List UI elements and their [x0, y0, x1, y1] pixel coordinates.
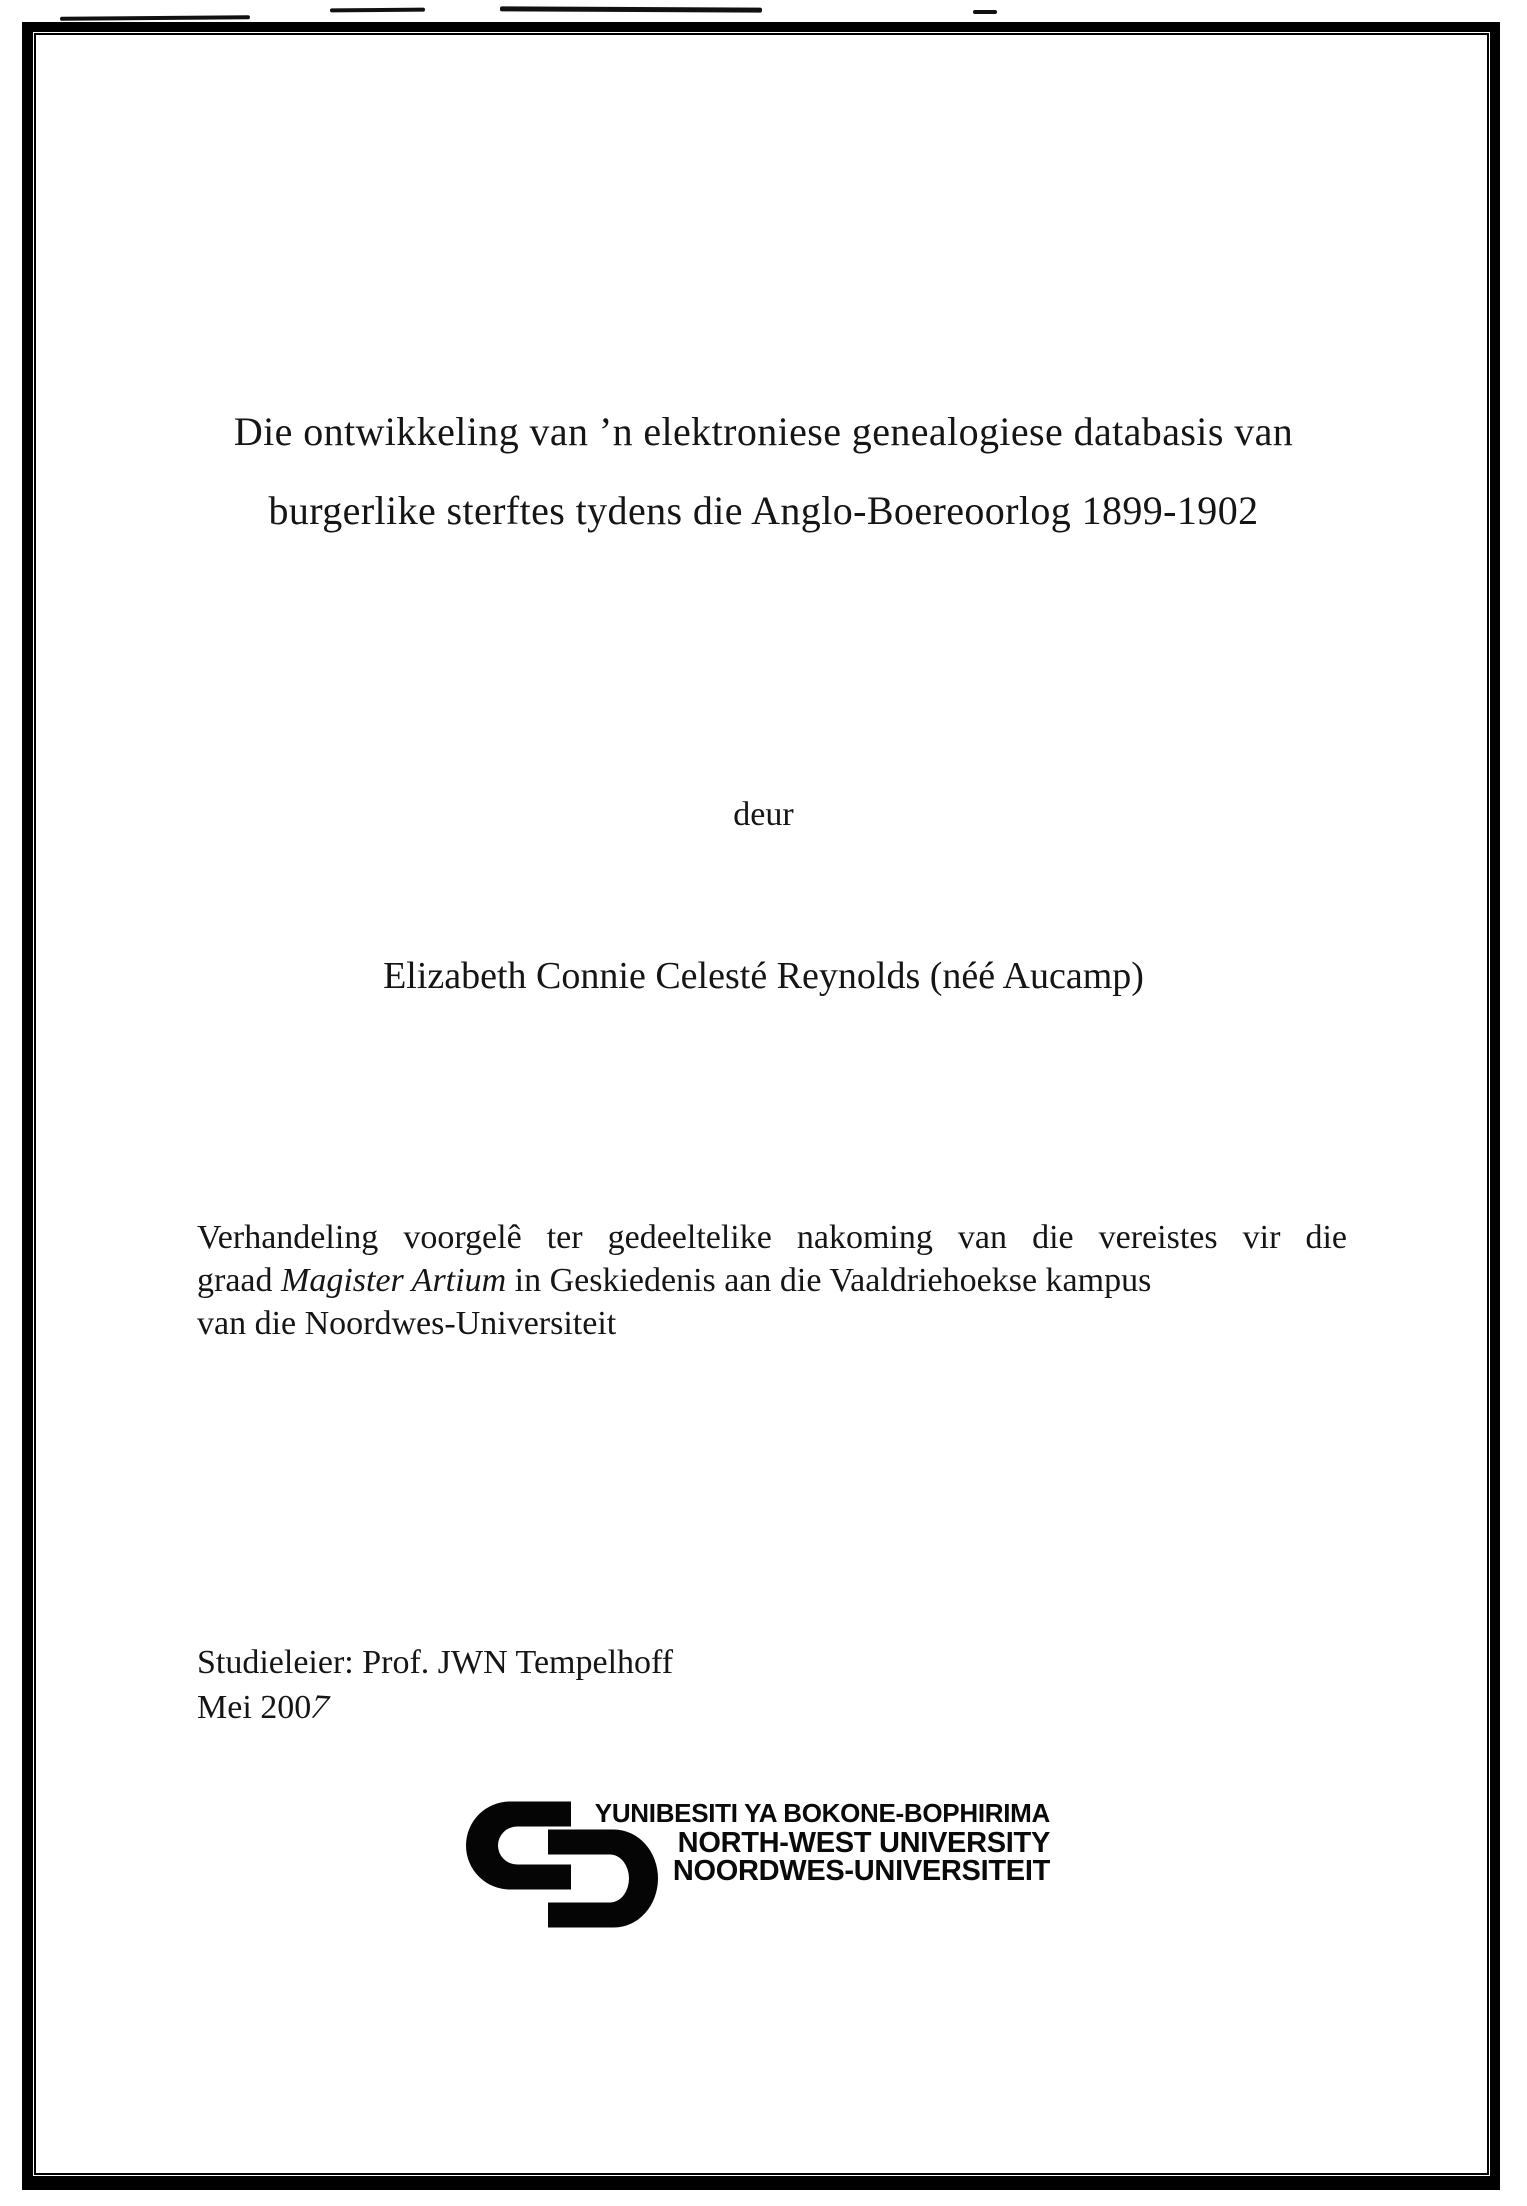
- scan-artifact: [330, 8, 425, 13]
- thesis-title-line2: burgerlike sterftes tydens die Anglo-Boereoorlog 1899-1902: [268, 488, 1259, 533]
- degree-statement-line2-post: in Geskiedenis aan die Vaaldriehoekse kampus: [506, 1262, 1152, 1299]
- degree-statement-line3: van die Noordwes-Universiteit: [197, 1305, 617, 1342]
- byline-deur: deur: [733, 796, 794, 833]
- logo-line-afrikaans: NOORDWES-UNIVERSITEIT: [672, 1855, 1050, 1887]
- scan-artifact: [60, 15, 250, 21]
- logo-line-setswana: YUNIBESITI YA BOKONE-BOPHIRIMA: [594, 1798, 1050, 1828]
- author-name: Elizabeth Connie Celesté Reynolds (néé Aucamp): [383, 955, 1144, 997]
- thesis-title: [0, 392, 1527, 550]
- date-line: [197, 1685, 673, 1730]
- degree-name-italic: Magister Artium: [281, 1262, 507, 1299]
- supervisor-line: Studieleier: Prof. JWN Tempelhoff: [197, 1644, 674, 1681]
- scan-artifact: [973, 10, 997, 14]
- thesis-title-line1: Die ontwikkeling van ’n elektroniese genealogiese databasis van: [233, 409, 1294, 454]
- degree-statement-line1: Verhandeling voorgelê ter gedeeltelike nakoming van die vereistes vir die: [197, 1219, 1347, 1256]
- date-last-digit: 7: [305, 1688, 335, 1727]
- degree-statement-line2: [197, 1259, 1347, 1302]
- supervisor-block: [197, 1640, 673, 1730]
- date-prefix: Mei 200: [197, 1689, 312, 1726]
- degree-statement-line2-pre: graad: [197, 1262, 282, 1299]
- logo-line-english: NORTH-WEST UNIVERSITY: [677, 1827, 1050, 1859]
- scan-artifact: [500, 6, 762, 12]
- degree-statement: [197, 1216, 1347, 1345]
- university-logo-text: [588, 1798, 1050, 1885]
